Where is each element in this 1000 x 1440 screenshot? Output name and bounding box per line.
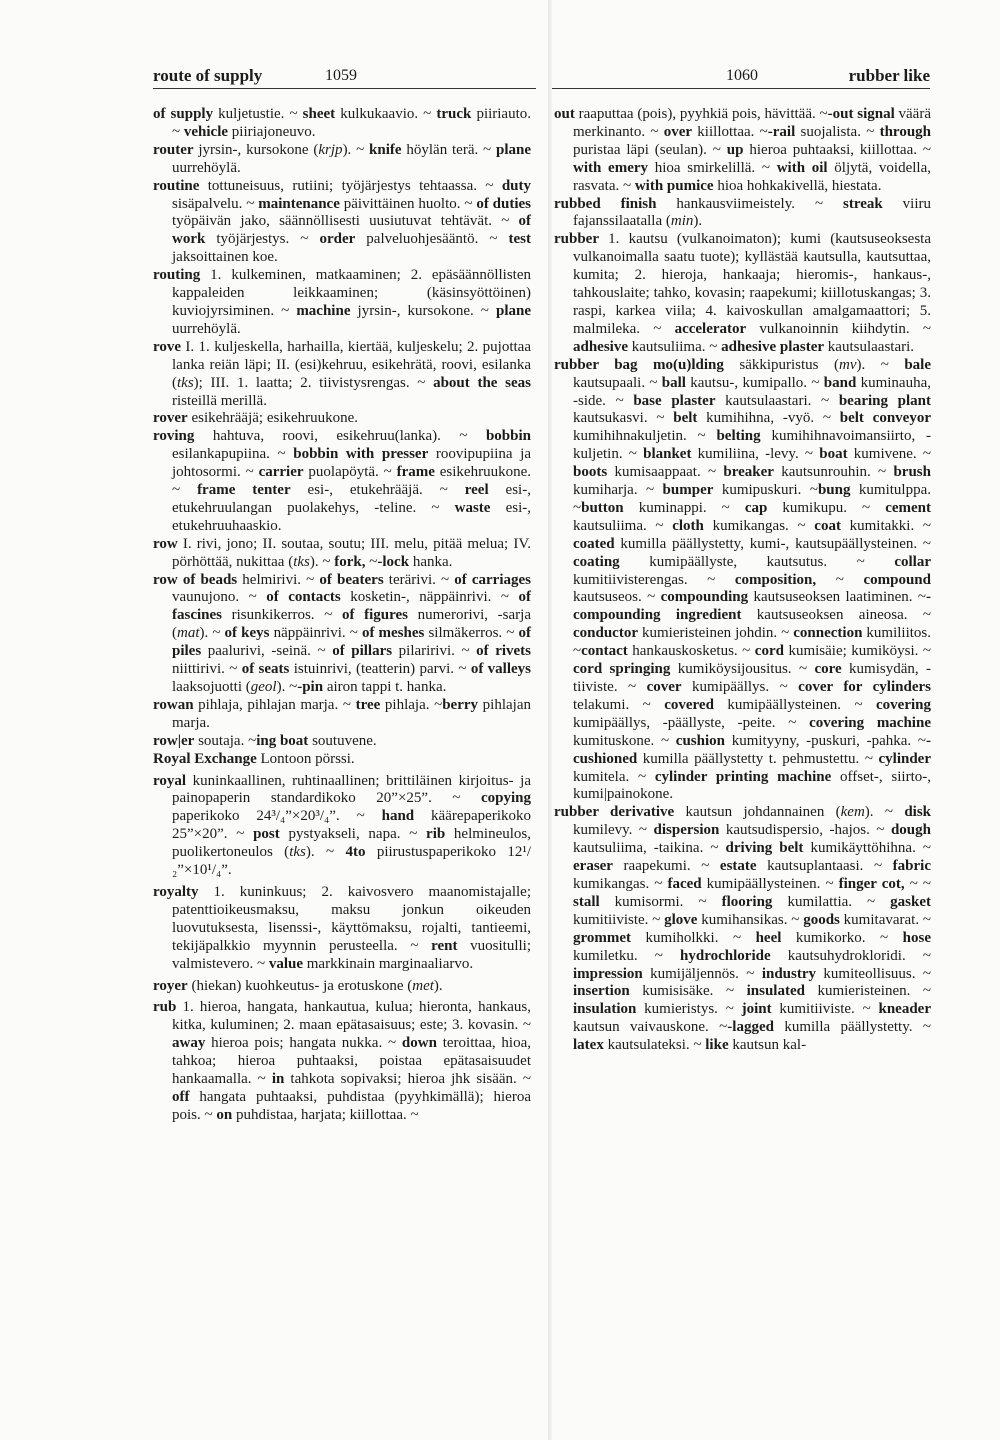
dictionary-entry: rove I. 1. kuljeskella, harhailla, kiertää, kuljeskelu; 2. pujottaa lanka reiän läpi; II. (esi)kehruu, esikehrätä, roovi, esilanka (tks); III. 1. laatta; 2. tiivistysrengas. ~ about the seas risteillä merillä. bbox=[153, 338, 531, 409]
dictionary-entry: row|er soutaja. ~ing boat soutuvene. bbox=[153, 732, 377, 749]
page-number-right: 1060 bbox=[726, 67, 758, 84]
dictionary-entry: rub 1. hieroa, hangata, hankautua, kulua; hieronta, hankaus, kitka, kuluminen; 2. maan epätasaisuus; este; 3. kovasin. ~ away hieroa pois; hangata nukka. ~ down teroittaa, hioa, tahkoa; hieroa puhtaaksi, poistaa epätasaisuudet hankaamalla. ~ in tahkota sopivaksi; hieroa jhk sisään. ~ off hangata puhtaaksi, puhdistaa (pyyhkimällä); hieroa pois. ~ on puhdistaa, harjata; kiillottaa. ~ bbox=[153, 999, 532, 1123]
dictionary-entry: rubber 1. kautsu (vulkanoimaton); kumi (kautsuseoksesta vulkanoimalla saatu tuote); kyllästää kautsulla, kautsuttaa, kumita; 2. hieroja, hankaaja; hieromis-, hankaus-, tahkouslaite; tahko, kovasin; raapekumi; kiillotuskangas; 3. raspi, karkea viila; 4. kaivoskullan amalgamaattori; 5. malmileka. ~ accelerator vulkanoinnin kiihdytin. ~ adhesive kautsuliima. ~ adhesive plaster kautsulaastari. bbox=[554, 231, 931, 355]
dictionary-entry: rowan pihlaja, pihlajan marja. ~ tree pihlaja. ~berry pihlajan marja. bbox=[153, 696, 531, 731]
dictionary-entry: roving hahtuva, roovi, esikehruu(lanka). ~ bobbin esilankapupiina. ~ bobbin with presser roovipupiina ja johtosormi. ~ carrier puolapöytä. ~ frame esikehruukone. ~ frame tenter esi-, etukehrääjä. ~ reel esi-, etukehruulangan puolakehys, -teline. ~ waste esi-, etukehruuhaaskio. bbox=[153, 428, 531, 534]
dictionary-entry: routing 1. kulkeminen, matkaaminen; 2. epäsäännöllisten kappaleiden leikkaaminen; (käsinsyöttöinen) kuviojyrsiminen. ~ machine jyrsin-, kursokone. ~ plane uurrehöylä. bbox=[153, 267, 531, 337]
dictionary-entry: row I. rivi, jono; II. soutaa, soutu; III. melu, pitää melua; IV. pörhöttää, nukittaa (tks). ~ fork, ~-lock hanka. bbox=[153, 535, 531, 570]
right-page bbox=[552, 0, 1000, 1440]
running-headword-left: route of supply bbox=[153, 66, 263, 85]
dictionary-column-right bbox=[554, 106, 931, 1055]
page-number-left: 1059 bbox=[325, 67, 357, 84]
dictionary-entry: rubber bag mo(u)lding säkkipuristus (mv). ~ bale kautsupaali. ~ ball kautsu-, kumipallo. ~ band kuminauha, -side. ~ base plaster kautsulaastari. ~ bearing plant kautsukasvi. ~ belt kumihihna, -vyö. ~ belt conveyor kumihihnakuljetin. ~ belting kumihihnavoimansiirto, -kuljetin. ~ blanket kumiliina, -levy. ~ boat kumivene. ~ boots kumisaappaat. ~ breaker kautsunrouhin. ~ brush kumiharja. ~ bumper kumipuskuri. ~bung kumitulppa. ~button kuminappi. ~ cap kumikupu. ~ cement kautsuliima. ~ cloth kumikangas. ~ coat kumitakki. ~ coated kumilla päällystetty, kumi-, kautsupäällysteinen. ~ coating kumipäällyste, kautsutus. ~ collar kumitiivisterengas. ~ composition, ~ compound kautsuseos. ~ compounding kautsuseoksen laatiminen. ~-compounding ingredient kautsuseoksen aineosa. ~ conductor kumieristeinen johdin. ~ connection kumiliitos. ~contact hankauskosketus. ~ cord kumisäie; kumiköysi. ~ cord springing kumiköysijousitus. ~ core kumisydän, -tiiviste. ~ cover kumipäällys. ~ cover for cylinders telakumi. ~ covered kumipäällysteinen. ~ covering kumipäällys, -päällyste, -peite. ~ covering machine kumituskone. ~ cushion kumityyny, -puskuri, -pahka. ~-cushioned kumilla päällystetty t. pehmustettu. ~ cylinder kumitela. ~ cylinder printing machine offset-, siirto-, kumi|painokone. bbox=[554, 356, 932, 803]
dictionary-entry: rover esikehrääjä; esikehruukone. bbox=[153, 410, 359, 427]
running-head-right bbox=[552, 66, 930, 89]
dictionary-entry: Royal Exchange Lontoon pörssi. bbox=[153, 750, 355, 767]
dictionary-entry: royer (hiekan) kuohkeutus- ja erotuskone (met). bbox=[153, 977, 443, 994]
dictionary-entry: routine tottuneisuus, rutiini; työjärjestys tehtaassa. ~ duty sisäpalvelu. ~ maintenance päivittäinen huolto. ~ of duties työpäivän jako, säännöllisesti uusiutuvat tehtävät. ~ of work työjärjestys. ~ order palveluohjesääntö. ~ test jaksoittainen koe. bbox=[153, 177, 532, 266]
dictionary-entry: rubber derivative kautsun johdannainen (kem). ~ disk kumilevy. ~ dispersion kautsudispersio, -hajos. ~ dough kautsuliima, -taikina. ~ driving belt kumikäyttöhihna. ~ eraser raapekumi. ~ estate kautsuplantaasi. ~ fabric kumikangas. ~ faced kumipäällysteinen. ~ finger cot, ~ ~ stall kumisormi. ~ flooring kumilattia. ~ gasket kumitiiviste. ~ glove kumihansikas. ~ goods kumitavarat. ~ grommet kumiholkki. ~ heel kumikorko. ~ hose kumiletku. ~ hydrochloride kautsuhydrokloridi. ~ impression kumijäljennös. ~ industry kumiteollisuus. ~ insertion kumisisäke. ~ insulated kumieristeinen. ~ insulation kumieristys. ~ joint kumitiiviste. ~ kneader kautsun vaivauskone. ~-lagged kumilla päällystetty. ~ latex kautsulateksi. ~ like kautsun kal- bbox=[554, 804, 932, 1054]
dictionary-column-left bbox=[153, 106, 531, 1125]
entry-continuation: of supply kuljetustie. ~ sheet kulkukaavio. ~ truck piiriauto. ~ vehicle piiriajoneuvo. bbox=[153, 106, 532, 140]
dictionary-entry: router jyrsin-, kursokone (krjp). ~ knife höylän terä. ~ plane uurrehöylä. bbox=[153, 141, 531, 176]
running-headword-right: rubber like bbox=[848, 66, 930, 85]
dictionary-entry: royal kuninkaallinen, ruhtinaallinen; brittiläinen kirjoitus- ja painopaperin standardikoko 20”×25”. ~ copying paperikoko 24³/₄”×20³/₄”. ~ hand käärepaperikoko 25”×20”. ~ post pystyakseli, napa. ~ rib helmineulos, puolikertoneulos (tks). ~ 4to piirustuspaperikoko 12¹/₂”×10¹/₄”. bbox=[153, 772, 532, 879]
dictionary-entry: royalty 1. kuninkuus; 2. kaivosvero maanomistajalle; patenttioikeusmaksu, maksu jonkun oikeuden luovutuksesta, lisenssi-, käyttömaksu, rojalti, tantieemi, tekijäpalkkio myynnin perusteella. ~ rent vuositulli; valmistevero. ~ value markkinain marginaaliarvo. bbox=[153, 883, 531, 972]
entry-continuation: out raaputtaa (pois), pyyhkiä pois, hävittää. ~-out signal väärä merkinanto. ~ over kiillottaa. ~-rail suojalista. ~ through puristaa läpi (seulan). ~ up hieroa puhtaaksi, kiillottaa. ~ with emery hioa smirkelillä. ~ with oil öljytä, voidella, rasvata. ~ with pumice hioa hohkakivellä, hiestata. bbox=[554, 106, 932, 194]
dictionary-entry: rubbed finish hankausviimeistely. ~ streak viiru fajanssilaatalla (min). bbox=[554, 195, 931, 230]
running-head-left bbox=[153, 66, 536, 89]
dictionary-entry: row of beads helmirivi. ~ of beaters terärivi. ~ of carriages vaunujono. ~ of contacts kosketin-, näppäinrivi. ~ of fascines risunkikerros. ~ of figures numerorivi, -sarja (mat). ~ of keys näppäinrivi. ~ of meshes silmäkerros. ~ of piles paalurivi, -seinä. ~ of pillars pilaririvi. ~ of rivets niittirivi. ~ of seats istuinrivi, (teatterin) parvi. ~ of valleys laaksojuotti (geol). ~-pin airon tappi t. hanka. bbox=[153, 571, 532, 695]
